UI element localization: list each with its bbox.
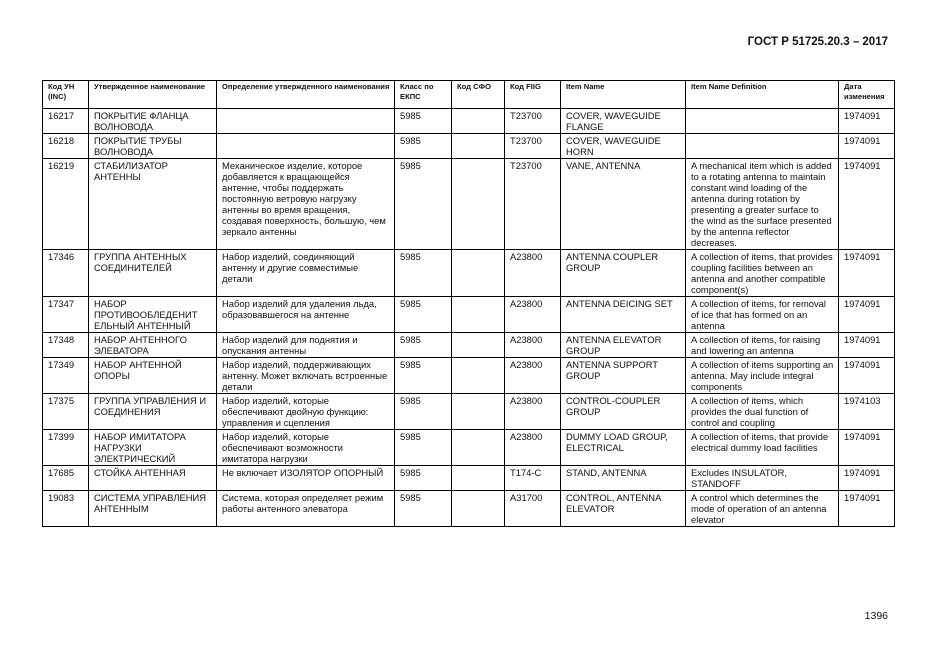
table-row: [43, 109, 895, 134]
cell-item-name-definition: [686, 134, 839, 159]
cell-item-name-definition: A collection of items supporting an antenna. May include integral components: [686, 358, 839, 394]
cell-item-name-definition: A mechanical item which is added to a rotating antenna to maintain constant wind loading of the antenna during rotation by presenting a greater surface to the wind as the surface presented by the antenna reflector decreases.: [686, 159, 839, 250]
cell-fiig: A23800: [505, 358, 561, 394]
cell-item-name-definition: A collection of items, which provides the dual function of control and coupling: [686, 394, 839, 430]
cell-fiig: A23800: [505, 430, 561, 466]
cell-approved-name: НАБОР ИМИТАТОРА НАГРУЗКИ ЭЛЕКТРИЧЕСКИЙ: [89, 430, 217, 466]
cell-approved-name-definition: Набор изделий, поддерживающих антенну. Может включать встроенные детали: [217, 358, 395, 394]
cell-item-name-definition: A collection of items, for raising and lowering an antenna: [686, 333, 839, 358]
cell-change-date: 1974091: [839, 430, 895, 466]
cell-fiig: A31700: [505, 491, 561, 527]
page-number: 1396: [864, 610, 888, 622]
cell-class: 5985: [395, 394, 452, 430]
cell-item-name: ANTENNA ELEVATOR GROUP: [561, 333, 686, 358]
cell-approved-name-definition: Набор изделий, соединяющий антенну и другие совместимые детали: [217, 250, 395, 297]
cell-item-name-definition: Excludes INSULATOR, STANDOFF: [686, 466, 839, 491]
cell-inc: 17685: [43, 466, 89, 491]
cell-item-name: ANTENNA DEICING SET: [561, 297, 686, 333]
cell-sfo: [452, 250, 505, 297]
column-header-fiig: Код FIIG: [505, 81, 561, 109]
cell-item-name: ANTENNA SUPPORT GROUP: [561, 358, 686, 394]
cell-fiig: A23800: [505, 297, 561, 333]
cell-approved-name: НАБОР АНТЕННОГО ЭЛЕВАТОРА: [89, 333, 217, 358]
cell-sfo: [452, 466, 505, 491]
cell-fiig: T23700: [505, 159, 561, 250]
cell-change-date: 1974091: [839, 358, 895, 394]
cell-class: 5985: [395, 466, 452, 491]
cell-item-name-definition: A collection of items, that provide electrical dummy load facilities: [686, 430, 839, 466]
cell-item-name-definition: [686, 109, 839, 134]
cell-class: 5985: [395, 430, 452, 466]
cell-class: 5985: [395, 134, 452, 159]
column-header-approved-name: Утвержденное наименование: [89, 81, 217, 109]
cell-class: 5985: [395, 333, 452, 358]
table-row: [43, 394, 895, 430]
table-row: [43, 491, 895, 527]
cell-item-name: CONTROL, ANTENNA ELEVATOR: [561, 491, 686, 527]
cell-inc: 17346: [43, 250, 89, 297]
cell-class: 5985: [395, 358, 452, 394]
cell-change-date: 1974103: [839, 394, 895, 430]
cell-approved-name: СТОЙКА АНТЕННАЯ: [89, 466, 217, 491]
cell-fiig: T174-C: [505, 466, 561, 491]
cell-item-name: STAND, ANTENNA: [561, 466, 686, 491]
cell-approved-name: ПОКРЫТИЕ ФЛАНЦА ВОЛНОВОДА: [89, 109, 217, 134]
table-row: [43, 333, 895, 358]
cell-inc: 17347: [43, 297, 89, 333]
cell-change-date: 1974091: [839, 250, 895, 297]
cell-item-name: VANE, ANTENNA: [561, 159, 686, 250]
cell-inc: 17375: [43, 394, 89, 430]
cell-sfo: [452, 297, 505, 333]
column-header-inc: Код УН (INC): [43, 81, 89, 109]
table-row: [43, 430, 895, 466]
cell-fiig: T23700: [505, 109, 561, 134]
cell-sfo: [452, 394, 505, 430]
cell-change-date: 1974091: [839, 466, 895, 491]
cell-inc: 17348: [43, 333, 89, 358]
item-name-table: [42, 80, 895, 527]
cell-inc: 19083: [43, 491, 89, 527]
cell-inc: 16217: [43, 109, 89, 134]
cell-fiig: A23800: [505, 250, 561, 297]
table-row: [43, 159, 895, 250]
cell-approved-name-definition: Система, которая определяет режим работы антенного элеватора: [217, 491, 395, 527]
cell-approved-name: НАБОР АНТЕННОЙ ОПОРЫ: [89, 358, 217, 394]
cell-approved-name-definition: [217, 134, 395, 159]
cell-approved-name: СТАБИЛИЗАТОР АНТЕННЫ: [89, 159, 217, 250]
column-header-sfo: Код СФО: [452, 81, 505, 109]
cell-item-name: DUMMY LOAD GROUP, ELECTRICAL: [561, 430, 686, 466]
cell-inc: 16218: [43, 134, 89, 159]
cell-sfo: [452, 134, 505, 159]
cell-class: 5985: [395, 159, 452, 250]
table-row: [43, 134, 895, 159]
cell-approved-name: НАБОР ПРОТИВООБЛЕДЕНИТ ЕЛЬНЫЙ АНТЕННЫЙ: [89, 297, 217, 333]
column-header-approved-name-definition: Определение утвержденного наименования: [217, 81, 395, 109]
cell-class: 5985: [395, 491, 452, 527]
cell-inc: 16219: [43, 159, 89, 250]
cell-approved-name: ГРУППА АНТЕННЫХ СОЕДИНИТЕЛЕЙ: [89, 250, 217, 297]
cell-item-name: CONTROL-COUPLER GROUP: [561, 394, 686, 430]
cell-approved-name-definition: Набор изделий для поднятия и опускания антенны: [217, 333, 395, 358]
table-row: [43, 466, 895, 491]
cell-change-date: 1974091: [839, 491, 895, 527]
column-header-item-name: Item Name: [561, 81, 686, 109]
cell-approved-name-definition: Набор изделий для удаления льда, образовавшегося на антенне: [217, 297, 395, 333]
table-row: [43, 297, 895, 333]
cell-sfo: [452, 358, 505, 394]
cell-class: 5985: [395, 297, 452, 333]
cell-change-date: 1974091: [839, 297, 895, 333]
cell-approved-name: СИСТЕМА УПРАВЛЕНИЯ АНТЕННЫМ: [89, 491, 217, 527]
cell-fiig: A23800: [505, 394, 561, 430]
cell-approved-name-definition: Набор изделий, которые обеспечивают двойную функцию: управления и сцепления: [217, 394, 395, 430]
document-header: ГОСТ Р 51725.20.3 – 2017: [747, 36, 888, 48]
cell-change-date: 1974091: [839, 333, 895, 358]
cell-sfo: [452, 491, 505, 527]
cell-change-date: 1974091: [839, 159, 895, 250]
cell-sfo: [452, 430, 505, 466]
cell-sfo: [452, 159, 505, 250]
cell-change-date: 1974091: [839, 109, 895, 134]
column-header-class: Класс по ЕКПС: [395, 81, 452, 109]
cell-approved-name: ГРУППА УПРАВЛЕНИЯ И СОЕДИНЕНИЯ: [89, 394, 217, 430]
cell-item-name-definition: A control which determines the mode of operation of an antenna elevator: [686, 491, 839, 527]
cell-approved-name: ПОКРЫТИЕ ТРУБЫ ВОЛНОВОДА: [89, 134, 217, 159]
table-row: [43, 358, 895, 394]
cell-item-name-definition: A collection of items, for removal of ice that has formed on an antenna: [686, 297, 839, 333]
cell-approved-name-definition: Набор изделий, которые обеспечивают возможности имитатора нагрузки: [217, 430, 395, 466]
cell-class: 5985: [395, 109, 452, 134]
cell-approved-name-definition: Механическое изделие, которое добавляется к вращающейся антенне, чтобы поддержать постоянную ветровую нагрузку антенны во время вращения, создавая поверхность, большую, чем зеркало антенны: [217, 159, 395, 250]
cell-sfo: [452, 109, 505, 134]
cell-class: 5985: [395, 250, 452, 297]
cell-approved-name-definition: [217, 109, 395, 134]
cell-change-date: 1974091: [839, 134, 895, 159]
cell-fiig: T23700: [505, 134, 561, 159]
cell-sfo: [452, 333, 505, 358]
cell-item-name-definition: A collection of items, that provides coupling facilities between an antenna and another compatible component(s): [686, 250, 839, 297]
cell-item-name: ANTENNA COUPLER GROUP: [561, 250, 686, 297]
cell-approved-name-definition: Не включает ИЗОЛЯТОР ОПОРНЫЙ: [217, 466, 395, 491]
table-row: [43, 250, 895, 297]
cell-inc: 17399: [43, 430, 89, 466]
column-header-change-date: Дата изменения: [839, 81, 895, 109]
cell-item-name: COVER, WAVEGUIDE HORN: [561, 134, 686, 159]
cell-inc: 17349: [43, 358, 89, 394]
cell-item-name: COVER, WAVEGUIDE FLANGE: [561, 109, 686, 134]
column-header-item-name-definition: Item Name Definition: [686, 81, 839, 109]
cell-fiig: A23800: [505, 333, 561, 358]
table-header-row: [43, 81, 895, 109]
